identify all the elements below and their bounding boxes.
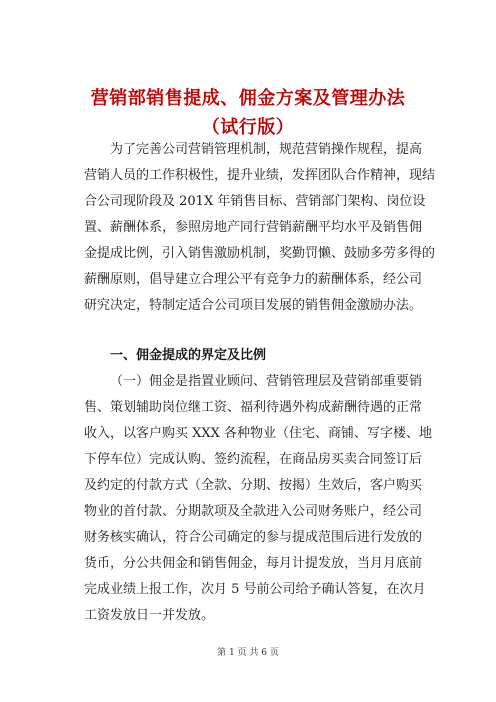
paragraph-line: 售、策划辅助岗位继工资、福利待遇外构成薪酬待遇的正常	[84, 400, 423, 415]
document-title: 营销部销售提成、佣金方案及管理办法	[90, 88, 406, 109]
paragraph-line: （一）佣金是指置业顾问、营销管理层及营销部重要销	[110, 374, 423, 389]
paragraph-line: 物业的首付款、分期款项及全款进入公司财务账户，经公司	[84, 504, 423, 519]
paragraph-line: 合公司现阶段及 201X 年销售目标、营销部门架构、岗位设	[84, 194, 426, 209]
paragraph-line: 下停车位）完成认购、签约流程，在商品房买卖合同签订后	[84, 452, 423, 467]
page-number-footer: 第 1 页 共 6 页	[217, 648, 279, 658]
section1-paragraph	[84, 369, 433, 629]
paragraph-line: 薪酬原则，倡导建立合理公平有竞争力的薪酬体系，经公司	[84, 272, 423, 287]
paragraph-line: 营销人员的工作积极性，提升业绩，发挥团队合作精神，现结	[84, 168, 436, 183]
paragraph-line: 置、薪酬体系，参照房地产同行营销薪酬平均水平及销售佣	[84, 220, 423, 235]
intro-paragraph	[84, 137, 436, 319]
paragraph-line: 财务核实确认，符合公司确定的参与提成范围后进行发放的	[84, 530, 423, 545]
paragraph-line: 金提成比例，引入销售激励机制，奖勤罚懒、鼓励多劳多得的	[84, 246, 436, 261]
document-subtitle: （试行版）	[201, 117, 295, 138]
paragraph-line: 收入，以客户购买 XXX 各种物业（住宅、商铺、写字楼、地	[84, 426, 433, 441]
section-heading: 一、佣金提成的界定及比例	[110, 348, 267, 363]
paragraph-line: 完成业绩上报工作，次月 5 号前公司给予确认答复，在次月	[84, 582, 426, 597]
paragraph-line: 货币，分公共佣金和销售佣金，每月计提发放，当月月底前	[84, 556, 423, 571]
paragraph-line: 工资发放日一并发放。	[84, 608, 215, 623]
paragraph-line: 为了完善公司营销管理机制，规范营销操作规程，提高	[110, 142, 423, 157]
paragraph-line: 研究决定，特制定适合公司项目发展的销售佣金激励办法。	[84, 298, 423, 313]
paragraph-line: 及约定的付款方式（全款、分期、按揭）生效后，客户购买	[84, 478, 423, 493]
